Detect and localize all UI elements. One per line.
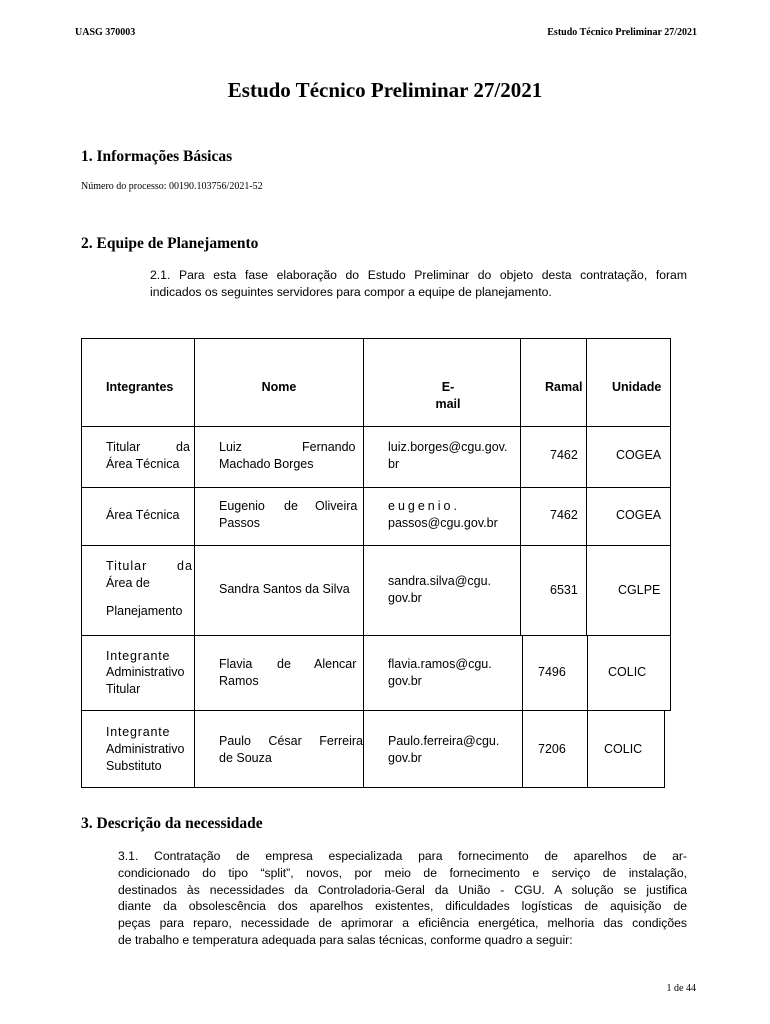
section-3-paragraph (118, 848, 687, 949)
process-number: Número do processo: 00190.103756/2021-52 (81, 181, 263, 192)
cell-integrantes: Área de (106, 576, 150, 590)
cell-integrantes: Integrante (106, 725, 171, 739)
paragraph-line: peças para reparo, necessidade de aprimorar a eficiência energética, melhoria das condições (118, 916, 687, 931)
cell-integrantes: Integrante (106, 649, 171, 663)
cell-email: flavia.ramos@cgu. (388, 657, 492, 671)
table-border-top (81, 338, 671, 339)
column-header-integrantes: Integrantes (106, 380, 174, 394)
section-1-heading: 1. Informações Básicas (81, 148, 233, 165)
cell-nome: Paulo César Ferreira (219, 734, 363, 748)
table-row-divider (81, 545, 671, 546)
cell-email: Paulo.ferreira@cgu. (388, 734, 500, 748)
table-column-divider (522, 635, 523, 787)
cell-integrantes: Titular (106, 559, 148, 573)
paragraph-line: 3.1. Contratação de empresa especializada para fornecimento de aparelhos de ar- (118, 849, 687, 863)
cell-nome: Passos (219, 516, 260, 530)
column-header-nome: Nome (261, 380, 297, 394)
table-row-divider (81, 487, 671, 488)
cell-email: luiz.borges@cgu.gov. (388, 440, 508, 454)
section-2-heading: 2. Equipe de Planejamento (81, 235, 259, 252)
cell-nome: de (277, 657, 291, 671)
paragraph-line: de trabalho e temperatura adequada para salas técnicas, conforme quadro a seguir: (118, 932, 573, 947)
cell-nome: Machado Borges (219, 457, 314, 471)
cell-nome: Flavia (219, 657, 253, 671)
cell-email: gov.br (388, 674, 422, 688)
cell-nome: Eugenio (219, 499, 265, 513)
cell-unidade: CGLPE (618, 583, 661, 597)
cell-ramal: 6531 (550, 583, 578, 597)
cell-nome: Alencar (314, 657, 357, 671)
section-3-heading: 3. Descrição da necessidade (81, 815, 263, 832)
cell-nome: Oliveira (315, 499, 358, 513)
cell-unidade: COLIC (604, 742, 643, 756)
cell-unidade: COGEA (616, 508, 662, 522)
cell-email: eugenio. (388, 499, 460, 513)
cell-nome: Fernando (302, 440, 356, 454)
cell-nome: Ramos (219, 674, 259, 688)
column-header-unidade: Unidade (612, 380, 662, 394)
paragraph-line: destinados às necessidades da Controladoria-Geral da União - CGU. A solução se justifica (118, 882, 687, 897)
cell-email: gov.br (388, 591, 422, 605)
header-left: UASG 370003 (75, 27, 136, 38)
cell-integrantes: Titular (106, 440, 141, 454)
cell-ramal: 7496 (538, 665, 566, 679)
table-column-divider (520, 338, 521, 635)
paragraph-line: diante da obsolescência dos aparelhos existentes, dificuldades logísticas de aquisição de (118, 899, 687, 914)
table-border-bottom (81, 787, 665, 788)
cell-ramal: 7462 (550, 508, 578, 522)
cell-email: passos@cgu.gov.br (388, 516, 498, 530)
cell-integrantes: da (177, 559, 193, 573)
cell-email: gov.br (388, 751, 422, 765)
cell-nome: Sandra Santos da Silva (219, 582, 350, 596)
cell-integrantes: Planejamento (106, 604, 183, 618)
page-number: 1 de 44 (666, 983, 696, 994)
table-column-divider (587, 635, 588, 787)
table-column-divider (586, 338, 587, 635)
cell-unidade: COLIC (608, 665, 647, 679)
paragraph-line: 2.1. Para esta fase elaboração do Estudo Preliminar do objeto desta contratação, foram (150, 268, 687, 282)
table-border-right (664, 710, 665, 788)
cell-nome: Luiz (219, 440, 242, 454)
paragraph-line: condicionado do tipo “split”, novos, por meio de fornecimento e serviço de instalação, (118, 865, 687, 880)
cell-integrantes: Administrativo (106, 665, 185, 679)
cell-integrantes: da (176, 440, 190, 454)
cell-ramal: 7206 (538, 742, 566, 756)
column-header-email-part1: E- (441, 380, 455, 394)
cell-nome: de (284, 499, 298, 513)
header-right: Estudo Técnico Preliminar 27/2021 (547, 27, 697, 38)
document-title: Estudo Técnico Preliminar 27/2021 (227, 78, 543, 102)
cell-email: sandra.silva@cgu. (388, 574, 492, 588)
cell-email: br (388, 457, 400, 471)
table-column-divider (194, 338, 195, 788)
cell-unidade: COGEA (616, 448, 662, 462)
table-border-right (670, 338, 671, 710)
paragraph-line: indicados os seguintes servidores para compor a equipe de planejamento. (150, 284, 552, 299)
column-header-ramal: Ramal (545, 380, 583, 394)
table-row-divider (81, 635, 671, 636)
cell-ramal: 7462 (550, 448, 578, 462)
cell-integrantes: Titular (106, 682, 141, 696)
cell-integrantes: Substituto (106, 759, 162, 773)
column-header-email-part2: mail (435, 397, 461, 411)
table-border-left (81, 338, 82, 788)
cell-nome: de Souza (219, 751, 272, 765)
table-row-divider (81, 426, 671, 427)
table-row-divider (81, 710, 671, 711)
cell-integrantes: Área Técnica (106, 457, 180, 471)
cell-integrantes: Administrativo (106, 742, 185, 756)
cell-integrantes: Área Técnica (106, 508, 180, 522)
